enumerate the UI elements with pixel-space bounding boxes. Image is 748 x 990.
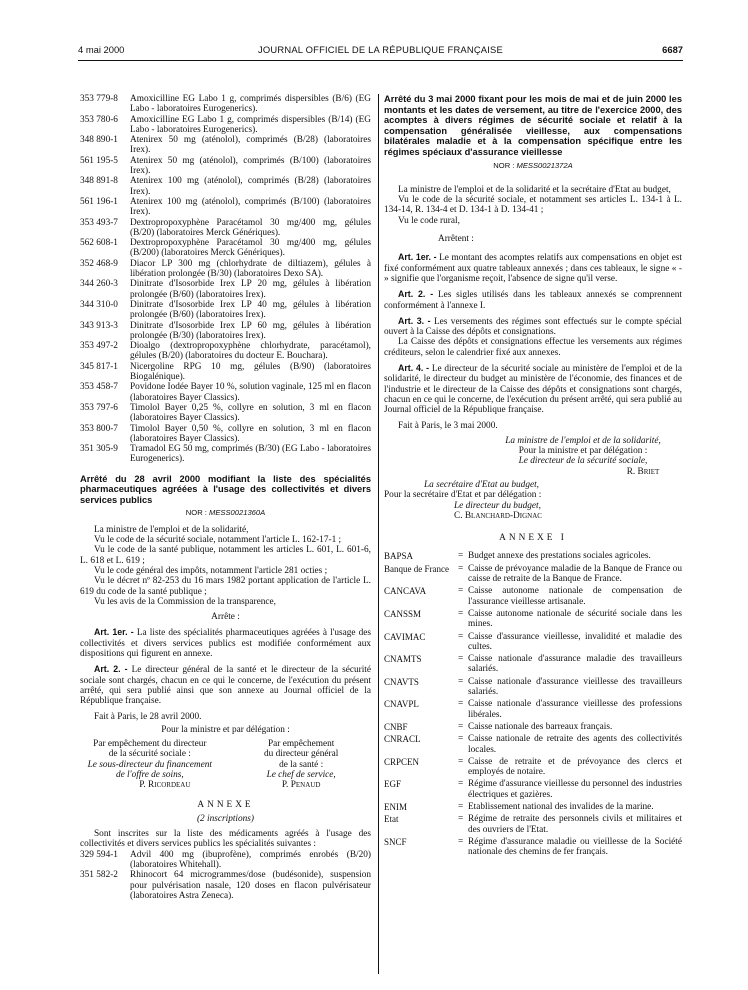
abbreviation-row xyxy=(384,734,682,755)
item-description: Amoxicilline EG Labo 1 g, comprimés dispersibles (B/6) (EG Labo - laboratoires Eurogenerics). xyxy=(130,94,371,115)
annexe-list xyxy=(80,850,371,901)
abbreviation: CANSSM xyxy=(384,608,422,619)
abbreviation-row xyxy=(384,677,682,698)
annexe-i-heading: ANNEXE I xyxy=(499,533,567,544)
visa-paragraph: Vu le code de la santé publique, notamment les articles L. 601, L. 601-6, L. 618 et L. 619 ; xyxy=(80,545,371,566)
decree-title-3-mai: Arrêté du 3 mai 2000 fixant pour les mois de mai et de juin 2000 les montants et les dates de versement, au titre de l'exercice 2000, des acomptes à divers régimes de sécurité sociale et relatif à la compensation généralisée vieillesse, aux compensations bilatérales maladie et à la compensation spécifique entre les régimes spéciaux d'assurance vieillesse xyxy=(384,94,682,157)
equals-sign: = xyxy=(458,779,464,790)
item-description: Advil 400 mg (ibuprofène), comprimés enrobés (B/20) (laboratoires Whitehall). xyxy=(130,849,371,871)
abbreviation-row xyxy=(384,551,682,561)
equals-sign: = xyxy=(458,721,464,732)
header-rule xyxy=(78,60,683,61)
list-item xyxy=(80,259,371,280)
equals-sign: = xyxy=(458,563,464,574)
cip-code: 344 310-0 xyxy=(80,299,118,310)
list-item xyxy=(80,197,371,218)
list-item xyxy=(80,870,371,901)
abbreviation-meaning: Caisse nationale d'assurance vieillesse des professions libérales. xyxy=(468,699,682,720)
page-number: 6687 xyxy=(662,44,683,55)
abbreviation-meaning: Caisse de retraite et de prévoyance des clercs et employés de notaire. xyxy=(468,756,682,778)
cip-code: 353 497-2 xyxy=(80,341,118,352)
abbreviation-meaning: Caisse d'assurance vieillesse, invalidité et maladie des cultes. xyxy=(468,631,682,652)
left-column xyxy=(80,94,371,901)
decree-title-28-avril: Arrêté du 28 avril 2000 modifiant la liste des spécialités pharmaceutiques agréées à l'usage des collectivités et divers services publics xyxy=(80,473,371,505)
item-description: Timolol Bayer 0,50 %, collyre en solution, 3 ml en flacon (laboratoires Bayer Classics). xyxy=(130,423,371,444)
abbreviation-meaning: Régime d'assurance vieillesse du personnel des industries électriques et gazières. xyxy=(468,779,682,800)
list-item xyxy=(80,218,371,239)
abbreviation-meaning: Régime de retraite des personnels civils et militaires et des ouvriers de l'Etat. xyxy=(468,814,682,835)
cip-code: 353 780-6 xyxy=(80,114,118,125)
equals-sign: = xyxy=(458,676,464,687)
right-column xyxy=(384,94,682,859)
annexe-intro: Sont inscrites sur la liste des médicaments agréés à l'usage des collectivités et divers services publics les spécialités suivantes : xyxy=(80,829,371,850)
article-2: Art. 2. - Les sigles utilisés dans les tableaux annexés se comprennent conformément à l'annexe I. xyxy=(384,289,682,311)
list-item xyxy=(80,341,371,362)
abbreviation-row xyxy=(384,722,682,732)
cip-code: 344 260-3 xyxy=(80,279,118,290)
item-description: Atenirex 50 mg (aténolol), comprimés (B/28) (laboratoires Irex). xyxy=(130,135,371,156)
arretent-label: Arrêtent : xyxy=(438,234,474,245)
delegation-line: Pour la ministre et par délégation : xyxy=(161,724,290,735)
visa-paragraph: Vu les avis de la Commission de la transparence, xyxy=(94,596,276,607)
list-item xyxy=(80,300,371,321)
cip-code: 561 195-5 xyxy=(80,155,118,166)
equals-sign: = xyxy=(458,586,464,597)
abbreviation-meaning: Caisse autonome nationale de compensation de l'assurance vieillesse artisanale. xyxy=(468,586,682,607)
item-description: Atenirex 100 mg (aténolol), comprimés (B/28) (laboratoires Irex). xyxy=(130,176,371,197)
abbreviation: CNAVPL xyxy=(384,699,419,710)
signature-sante: Par empêchement du directeur général de la santé : Le chef de service, P. Penaud xyxy=(263,739,339,791)
abbreviation: CAVIMAC xyxy=(384,631,426,642)
abbreviation: CNRACL xyxy=(384,734,421,745)
visa-block xyxy=(384,185,682,226)
page-header xyxy=(78,44,683,58)
article-2: Art. 2. - Le directeur général de la santé et le directeur de la sécurité sociale sont chargés, chacun en ce qui le concerne, de l'exécution du présent arrêté, qui sera publié ainsi que son annexe au Journal officiel de la République française. xyxy=(80,664,371,707)
cip-code: 561 196-1 xyxy=(80,196,118,207)
abbreviation-row xyxy=(384,632,682,653)
list-item xyxy=(80,321,371,342)
item-description: Atenirex 100 mg (aténolol), comprimés (B/100) (laboratoires Irex). xyxy=(130,196,371,218)
abbreviation-meaning: Caisse nationale de retraite des agents des collectivités locales. xyxy=(468,734,682,755)
signature-budget: La secrétaire d'Etat au budget, Pour la secrétaire d'Etat et par délégation : Le directeur du budget, C. Blanchard-Dignac xyxy=(384,479,542,521)
cip-code: 353 800-7 xyxy=(80,423,118,434)
header-date: 4 mai 2000 xyxy=(78,44,125,55)
equals-sign: = xyxy=(458,836,464,847)
item-description: Dinitrate d'Isosorbide Irex LP 40 mg, gélules à libération prolongée (B/60) (laboratoires Irex). xyxy=(130,299,371,321)
list-item xyxy=(80,176,371,197)
cip-code: 348 890-1 xyxy=(80,135,118,146)
abbreviation: CANCAVA xyxy=(384,586,427,597)
list-item xyxy=(80,382,371,403)
abbreviation: SNCF xyxy=(384,836,407,847)
abbreviation-row xyxy=(384,609,682,630)
cip-code: 353 779-8 xyxy=(80,94,118,104)
abbreviation-row xyxy=(384,814,682,835)
item-description: Atenirex 50 mg (aténolol), comprimés (B/100) (laboratoires Irex). xyxy=(130,155,371,177)
list-item xyxy=(80,238,371,259)
list-item xyxy=(80,424,371,445)
signature-securite-sociale: Par empêchement du directeur de la sécurité sociale : Le sous-directeur du financement de l'offre de soins, P. Ricordeau xyxy=(87,739,213,791)
item-description: Dinitrate d'Isosorbide Irex LP 20 mg, gélules à libération prolongée (B/60) (laboratoires Irex). xyxy=(130,279,371,300)
equals-sign: = xyxy=(458,654,464,665)
visa-paragraph: La ministre de l'emploi et de la solidarité et la secrétaire d'Etat au budget, xyxy=(398,184,671,195)
abbreviation-meaning: Caisse nationale d'assurance vieillesse des travailleurs salariés. xyxy=(468,676,682,698)
abbreviation-row xyxy=(384,802,682,812)
cip-code: 348 891-8 xyxy=(80,176,118,187)
fait-a-paris: Fait à Paris, le 28 avril 2000. xyxy=(94,711,202,722)
abbreviation: ENIM xyxy=(384,802,407,812)
cip-code: 329 594-1 xyxy=(80,849,118,860)
article-4: Art. 4. - Le directeur de la sécurité sociale au ministère de l'emploi et de la solidarité, le directeur du budget au ministère de l'économie, des finances et de l'industrie et le directeur de la Caisse des dépôts et consignations sont chargés, chacun en ce qui le concerne, de l'exécution du présent arrêté, qui sera publié au Journal officiel de la République française. xyxy=(384,363,683,416)
abbreviation-row xyxy=(384,757,682,778)
cip-code: 353 797-6 xyxy=(80,402,118,413)
list-item xyxy=(80,156,371,177)
abbreviation: CRPCEN xyxy=(384,756,420,767)
equals-sign: = xyxy=(458,802,464,812)
cip-code: 345 817-1 xyxy=(80,361,118,372)
abbreviation-meaning: Régime d'assurance maladie ou vieillesse de la Société nationale des chemins de fer français. xyxy=(468,836,682,858)
item-description: Dinitrate d'Isosorbide Irex LP 60 mg, gélules à libération prolongée (B/30) (laboratoires Irex). xyxy=(130,320,371,341)
fait-a-paris: Fait à Paris, le 3 mai 2000. xyxy=(398,420,498,431)
abbreviation-row xyxy=(384,779,682,800)
cip-code: 353 458-7 xyxy=(80,382,118,393)
visa-paragraph: Vu le code rural, xyxy=(398,215,460,226)
equals-sign: = xyxy=(458,756,464,767)
article-3: Art. 3. - Les versements des régimes sont effectués sur le compte spécial ouvert à la Caisse des dépôts et consignations. xyxy=(384,315,682,338)
article-1: Art. 1er. - Le montant des acomptes relatifs aux compensations en objet est fixé conformément aux quatre tableaux annexés ; dans ces tableaux, le signe « - » signifie que l'organisme reçoit, l'absence de signe qu'il verse. xyxy=(384,252,682,284)
item-description: Timolol Bayer 0,25 %, collyre en solution, 3 ml en flacon (laboratoires Bayer Classics). xyxy=(130,402,371,424)
visa-block xyxy=(80,525,371,607)
list-item xyxy=(80,403,371,424)
item-description: Dextropropoxyphène Paracétamol 30 mg/400 mg, gélules (B/20) (laboratoires Merck Génériques). xyxy=(130,217,371,238)
cip-code: 353 493-7 xyxy=(80,217,118,228)
abbreviation: EGF xyxy=(384,779,402,790)
abbreviation-meaning: Budget annexe des prestations sociales agricoles. xyxy=(468,551,651,562)
item-description: Nicergoline RPG 10 mg, gélules (B/90) (laboratoires Biogalénique). xyxy=(130,361,371,383)
abbreviation: Banque de France xyxy=(384,563,449,574)
list-item xyxy=(80,850,371,871)
cip-code: 352 468-9 xyxy=(80,258,118,269)
abbreviation: CNAMTS xyxy=(384,654,422,665)
abbreviation-row xyxy=(384,654,682,675)
list-item xyxy=(80,362,371,383)
equals-sign: = xyxy=(458,699,464,710)
abbreviation-meaning: Etablissement national des invalides de la marine. xyxy=(468,802,654,812)
visa-paragraph: Vu le code général des impôts, notamment l'article 281 octies ; xyxy=(94,565,328,576)
article-3-paragraph: La Caisse des dépôts et consignations effectue les versements aux régimes créditeurs, selon le calendrier fixé aux annexes. xyxy=(384,337,682,358)
cip-code: 351 305-9 xyxy=(80,444,118,455)
medication-list xyxy=(80,94,371,465)
abbreviation-meaning: Caisse nationale d'assurance maladie des travailleurs salariés. xyxy=(468,654,682,675)
abbreviation: Etat xyxy=(384,814,399,825)
item-description: Diacor LP 300 mg (chlorhydrate de diltiazem), gélules à libération prolongée (B/30) (laboratoires Dexo SA). xyxy=(130,258,371,280)
item-description: Dextropropoxyphène Paracétamol 30 mg/400 mg, gélules (B/200) (laboratoires Merck Génériques). xyxy=(130,238,371,259)
item-description: Dioalgo (dextropropoxyphène chlorhydrate, paracétamol), gélules (B/20) (laboratoires du docteur E. Bouchara). xyxy=(130,341,371,362)
visa-paragraph: Vu le code de la sécurité sociale, notamment l'article L. 162-17-1 ; xyxy=(94,535,342,546)
item-description: Rhinocort 64 microgrammes/dose (budésonide), suspension pour pulvérisation nasale, 120 doses en flacon pulvérisateur (laboratoires Astra Zeneca). xyxy=(130,870,371,901)
list-item xyxy=(80,444,371,465)
abbreviation-list xyxy=(384,551,682,857)
item-description: Amoxicilline EG Labo 1 g, comprimés dispersibles (B/14) (EG Labo - laboratoires Eurogenerics). xyxy=(130,114,371,135)
cip-code: 351 582-2 xyxy=(80,870,118,881)
abbreviation-row xyxy=(384,699,682,720)
equals-sign: = xyxy=(458,734,464,745)
column-divider xyxy=(378,94,379,974)
equals-sign: = xyxy=(458,608,464,619)
visa-paragraph: La ministre de l'emploi et de la solidarité, xyxy=(94,524,249,535)
abbreviation: CNBF xyxy=(384,721,408,732)
article-1: Art. 1er. - La liste des spécialités pharmaceutiques agréées à l'usage des collectivités et divers services publics est modifiée conformément aux dispositions qui figurent en annexe. xyxy=(80,627,372,660)
equals-sign: = xyxy=(458,551,464,562)
inscriptions-count: (2 inscriptions) xyxy=(196,813,255,824)
cip-code: 343 913-3 xyxy=(80,320,118,331)
nor-reference: NOR : MESS0021372A xyxy=(493,160,573,170)
annexe-heading: ANNEXE xyxy=(197,799,254,810)
visa-paragraph: Vu le décret nº 82-253 du 16 mars 1982 portant application de l'article L. 619 du code de la santé publique ; xyxy=(80,576,371,597)
abbreviation-row xyxy=(384,586,682,607)
item-description: Tramadol EG 50 mg, comprimés (B/30) (EG Labo - laboratoires Eurogenerics). xyxy=(130,444,371,465)
list-item xyxy=(80,279,371,300)
cip-code: 562 608-1 xyxy=(80,238,118,249)
list-item xyxy=(80,115,371,136)
signatures xyxy=(80,739,371,790)
nor-reference: NOR : MESS0021360A xyxy=(185,508,266,518)
list-item xyxy=(80,94,371,115)
arrete-label: Arrête : xyxy=(211,612,240,623)
visa-paragraph: Vu le code de la sécurité sociale, et notamment ses articles L. 134-1 à L. 134-14, R. 134-4 et D. 134-1 à D. 134-41 ; xyxy=(384,195,682,216)
item-description: Povidone Iodée Bayer 10 %, solution vaginale, 125 ml en flacon (laboratoires Bayer Classics). xyxy=(130,382,371,403)
abbreviation: CNAVTS xyxy=(384,676,419,687)
signature-ministre: La ministre de l'emploi et de la solidarité, Pour la ministre et par délégation : Le directeur de la sécurité sociale, R. Briet xyxy=(505,435,661,477)
abbreviation-row xyxy=(384,564,682,585)
abbreviation-row xyxy=(384,837,682,858)
abbreviation-meaning: Caisse nationale des barreaux français. xyxy=(468,721,613,732)
abbreviation-meaning: Caisse de prévoyance maladie de la Banque de France ou caisse de retraite de la Banque de France. xyxy=(468,563,682,585)
list-item xyxy=(80,135,371,156)
abbreviation-meaning: Caisse autonome nationale de sécurité sociale dans les mines. xyxy=(468,608,682,630)
journal-title: JOURNAL OFFICIEL DE LA RÉPUBLIQUE FRANÇAISE xyxy=(258,44,503,55)
equals-sign: = xyxy=(458,814,464,825)
equals-sign: = xyxy=(458,631,464,642)
abbreviation: BAPSA xyxy=(384,551,414,562)
